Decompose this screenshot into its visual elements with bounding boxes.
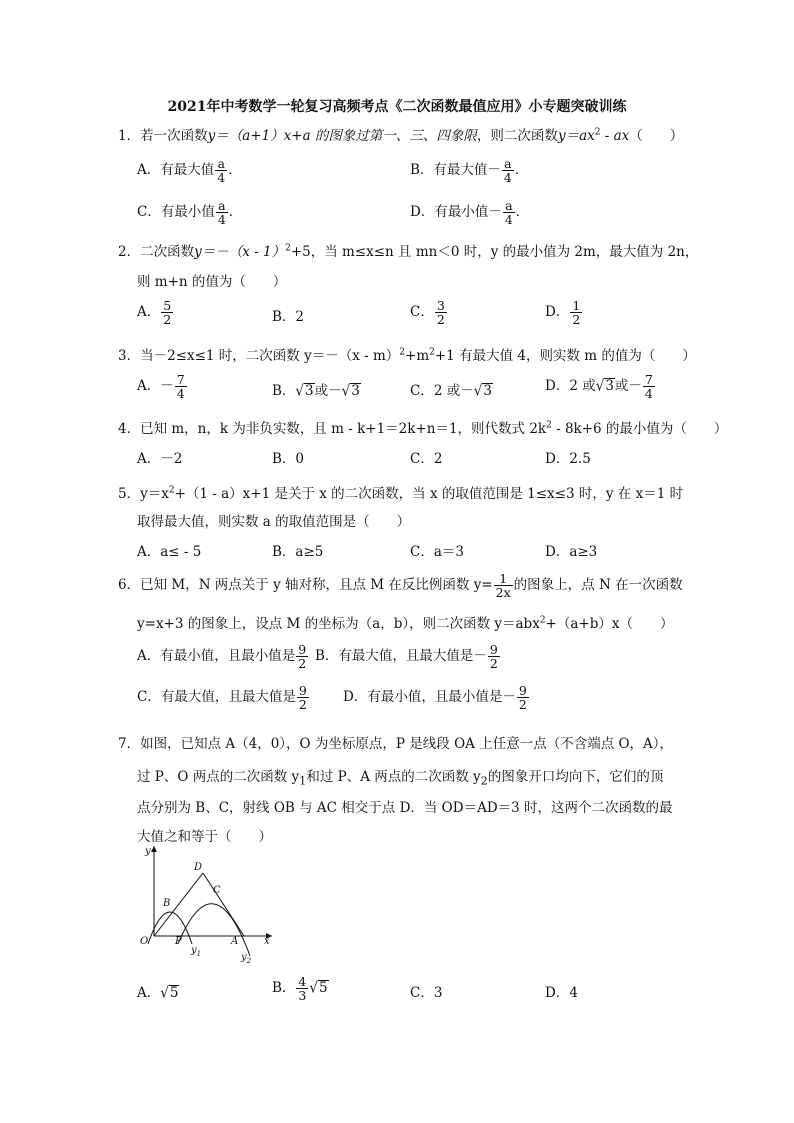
question-6-option-b[interactable]: B．有最大值，且最大值是－ $\frac{9}{2}$	[315, 642, 498, 672]
question-1-option-d[interactable]: D．有最小值－ $\frac{a}{4}$ ．	[410, 198, 530, 228]
question-7-figure	[132, 840, 277, 970]
question-7-option-d[interactable]: D．4	[545, 985, 578, 1001]
label-d: D	[194, 862, 203, 873]
question-7-option-a[interactable]: A．√5	[137, 984, 179, 1002]
question-5-option-a[interactable]: A．a≤ - 5	[137, 544, 202, 560]
label-y-axis: y	[145, 846, 151, 857]
question-3-stem: 3．当－2≤x≤1 时，二次函数 $y=-(x - m)^2+m^2+1$ 有最大值 4，则实数 m 的值为（ ）	[118, 347, 696, 364]
question-4-option-a[interactable]: A．－2	[137, 451, 183, 467]
question-7-stem-line-4: 大值之和等于（ ）	[137, 829, 272, 845]
question-4-stem: 4．已知 m，n，k 为非负实数，且 m - k+1＝2k+n＝1，则代数式 $2k^2 - 8k+6$ 的最小值为（ ）	[118, 420, 728, 437]
label-p: P	[175, 936, 182, 947]
question-5-option-d[interactable]: D．a≥3	[545, 544, 598, 560]
question-7-stem-line-2: 过 P、O 两点的二次函数 $y_1$和过 P、A 两点的二次函数 $y_2$的图象开口均向下，它们的顶	[137, 769, 664, 788]
question-3-option-c[interactable]: C．2 或－√3	[410, 382, 492, 400]
question-3-option-d[interactable]: D．2 或√3或－ $\frac{7}{4}$	[545, 372, 653, 402]
question-7-stem: 7．如图，已知点 A（4，0），O 为坐标原点，P 是线段 OA 上任意一点（不含端点 O，A），	[118, 736, 674, 752]
page-title: 2021年中考数学一轮复习高频考点《二次函数最值应用》小专题突破训练	[167, 99, 627, 115]
question-5-option-c[interactable]: C．a＝3	[410, 544, 464, 560]
question-5-stem: 5．$y=x^2+(1 - a)x+1$ 是关于 x 的二次函数，当 x 的取值范围是 1≤x≤3 时，y 在 x＝1 时	[118, 485, 684, 502]
question-5-option-b[interactable]: B．a≥5	[272, 544, 324, 560]
question-4-option-d[interactable]: D．2.5	[545, 451, 591, 467]
label-c: C	[213, 885, 221, 896]
question-2-option-b[interactable]: B．2	[272, 309, 305, 325]
question-6-stem-line-2: y=x+3 的图象上，设点 M 的坐标为（a，b），则二次函数 y＝abx$^2$+（a+b）x（ ）	[137, 615, 674, 632]
label-a: A	[231, 936, 239, 947]
question-6-stem: 6．已知 M，N 两点关于 y 轴对称，且点 M 在反比例函数 y= $\frac{1}{2x}$ 的图象上，点 N 在一次函数	[118, 571, 683, 601]
question-1-option-a[interactable]: A．有最大值 $\frac{a}{4}$ ．	[137, 156, 242, 186]
question-4-option-c[interactable]: C．2	[410, 451, 443, 467]
question-2-option-d[interactable]: D． $\frac{1}{2}$	[545, 298, 581, 328]
label-x-axis: x	[264, 936, 270, 947]
question-2-stem: 2．二次函数y＝－（x - 1）$^2$+5，当 m≤x≤n 且 mn＜0 时，y 的最小值为 2m，最大值为 2n，	[118, 243, 699, 260]
question-5-stem-line-2: 取得最大值，则实数 a 的取值范围是（ ）	[137, 514, 411, 530]
question-1-option-b[interactable]: B．有最大值－ $\frac{a}{4}$ ．	[410, 156, 529, 186]
question-7-option-c[interactable]: C．3	[410, 985, 443, 1001]
label-o: O	[140, 936, 149, 947]
parabola-y2	[178, 904, 250, 956]
question-7-option-b[interactable]: B． $\frac{4}{3}$ √5	[272, 974, 328, 1004]
question-2-stem-line-2: 则 m+n 的值为（ ）	[137, 274, 287, 290]
question-1-stem: 1．若一次函数y＝（a+1）x+a 的图象过第一、三、四象限，则二次函数$y=ax^2 - ax$（ ）	[118, 127, 684, 144]
question-3-option-a[interactable]: A．－ $\frac{7}{4}$	[137, 372, 185, 402]
question-4-option-b[interactable]: B．0	[272, 451, 305, 467]
question-6-option-a[interactable]: A．有最小值，且最小值是 $\frac{9}{2}$	[137, 642, 307, 672]
question-6-option-c[interactable]: C．有最大值，且最大值是 $\frac{9}{2}$	[137, 683, 307, 713]
label-y2: $y_2$	[241, 952, 252, 965]
label-y1: $y_1$	[191, 945, 202, 958]
question-7-stem-line-3: 点分别为 B、C，射线 OB 与 AC 相交于点 D．当 OD＝AD＝3 时，这两个二次函数的最	[137, 800, 673, 816]
ray-od	[154, 873, 203, 936]
question-1-option-c[interactable]: C．有最小值 $\frac{a}{4}$ ．	[137, 198, 243, 228]
question-2-option-a[interactable]: A． $\frac{5}{2}$	[137, 298, 172, 328]
label-b: B	[163, 898, 171, 909]
question-6-option-d[interactable]: D．有最小值，且最小值是－ $\frac{9}{2}$	[343, 683, 527, 713]
question-2-option-c[interactable]: C． $\frac{3}{2}$	[410, 298, 445, 328]
question-3-option-b[interactable]: B．√3或－√3	[272, 382, 360, 400]
